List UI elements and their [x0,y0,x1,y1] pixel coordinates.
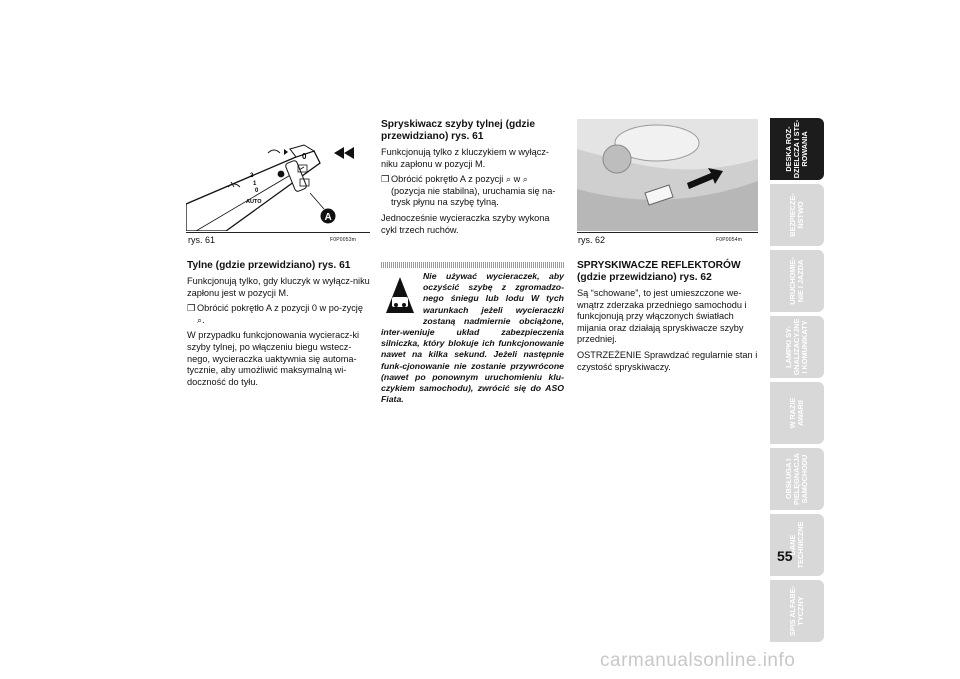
tab-label: DESKA ROZ- DZIELCZA I STE- ROWANIA [784,119,809,179]
bullet-item [381,174,564,209]
column-1 [187,260,370,392]
tab-label: OBSŁUGA I PIELĘGNACJA SAMOCHODU [784,453,809,505]
section-heading-rear-wiper: Tylne (gdzie przewidziano) rys. 61 [187,260,351,271]
figure-62-rule [577,232,758,233]
bullet-mark: ❒ [381,174,390,185]
stalk-label-2: 2 [250,173,254,179]
paragraph: Funkcjonują tylko z kluczykiem w wyłącz-niku zapłonu w pozycji M. [381,147,549,169]
warning-divider [381,262,564,268]
warning-triangle-icon [385,275,415,315]
paragraph: W przypadku funkcjonowania wycieracz-ki szyby tylnej, po włączeniu biegu wstecz-nego, wycieraczka uaktywnia się automa-tycznie, aby umożliwić maksymalną wi-doczność do tyłu. [187,330,360,387]
paragraph: Są “schowane”, to jest umieszczone we-wnątrz zderzaka przedniego samochodu i funkcjonują przy włączonych światłach mijania oraz działają spryskiwacze szyby przedniej. [577,288,747,345]
stalk-label-0: 0 [255,188,259,194]
paragraph: Funkcjonują tylko, gdy kluczyk w wyłącz-niku zapłonu jest w pozycji M. [187,276,370,298]
bullet-mark: ❒ [187,303,196,314]
callout-a-label: A [324,212,332,223]
tab-label: LAMPKI SY- GNALIZACYJNE I KOMUNIKATY [784,318,809,376]
figure-61-caption: rys. 61 [188,235,216,245]
watermark: carmanualsonline.info [600,650,796,671]
tab-maintenance[interactable] [770,448,824,510]
section-heading-headlamp-washers: SPRYSKIWACZE REFLEKTORÓW (gdzie przewidziano) rys. 62 [577,260,741,283]
column-2 [381,119,564,240]
figure-62-caption: rys. 62 [578,235,606,245]
arrow-icon [334,147,354,159]
section-heading-rear-washer: Spryskiwacz szyby tylnej (gdzie przewidziano) rys. 61 [381,119,536,142]
stalk-label-1: 1 [253,181,257,187]
warning-box [381,262,564,412]
bullet-text: Obrócić pokrętło A z pozycji 0 w po-zycję ⌕. [197,303,363,325]
tab-emergency[interactable] [770,382,824,444]
column-3 [577,260,759,377]
figure-62-headlamp-washer [577,119,758,231]
indicator-dot [278,171,285,178]
tab-dashboard-controls[interactable] [770,118,824,180]
stalk-label-auto: AUTO [246,199,262,205]
warning-text: Nie używać wycieraczek, aby oczyścić szybę z zgromadzo-nego śniegu lub lodu W tych warunkach jeżeli wycieraczki zostaną nadmiernie obciążone, inter-weniuje układ zabezpieczenia silniczka, który blokuje ich funkcjonowanie nawet na kilka sekund. Jeżeli następnie funk-cjonowanie nie zostanie przywrócone (nawet po ponownym uruchomieniu klu-czykiem samochodu), zwrócić się do ASO Fiata. [381,271,564,405]
tab-label: SPIS ALFABE- TYCZNY [788,585,805,637]
rear-wiper-icon [268,149,288,155]
figure-61-code: F0P0053m [330,237,357,243]
tab-starting-driving[interactable] [770,250,824,312]
tab-technical-data[interactable] [770,514,824,576]
bullet-text: Obrócić pokrętło A z pozycji ⌕ w ⌕ (pozycja nie stabilna), uruchamia się na-trysk płynu na szybę tylną. [391,174,556,208]
tab-label: W RAZIE AWARII [788,397,805,429]
tab-warning-lights[interactable] [770,316,824,378]
paragraph: Jednocześnie wycieraczka szyby wykona cykl trzech ruchów. [381,212,550,235]
tab-index[interactable] [770,580,824,642]
tab-label: URUCHOMIE- NIE I JAZDA [788,257,805,305]
tab-label: BEZPIECZE- ŃSTWO [788,193,805,237]
bullet-item [187,303,370,326]
page-number: 55 [777,548,793,564]
figure-61-wiper-stalk [186,119,370,231]
tab-safety[interactable] [770,184,824,246]
figure-61-rule [186,232,370,233]
figure-62-code: F0P0054m [716,237,743,243]
stalk-label-0-rear: 0 [302,152,307,161]
wiper-stalk-illustration [186,119,370,231]
headlamp-washer-photo [577,119,758,231]
paragraph: OSTRZEŻENIE Sprawdzać regularnie stan i czystość spryskiwaczy. [577,349,758,372]
tab-label: DANE TECHNICZNE [788,521,805,569]
